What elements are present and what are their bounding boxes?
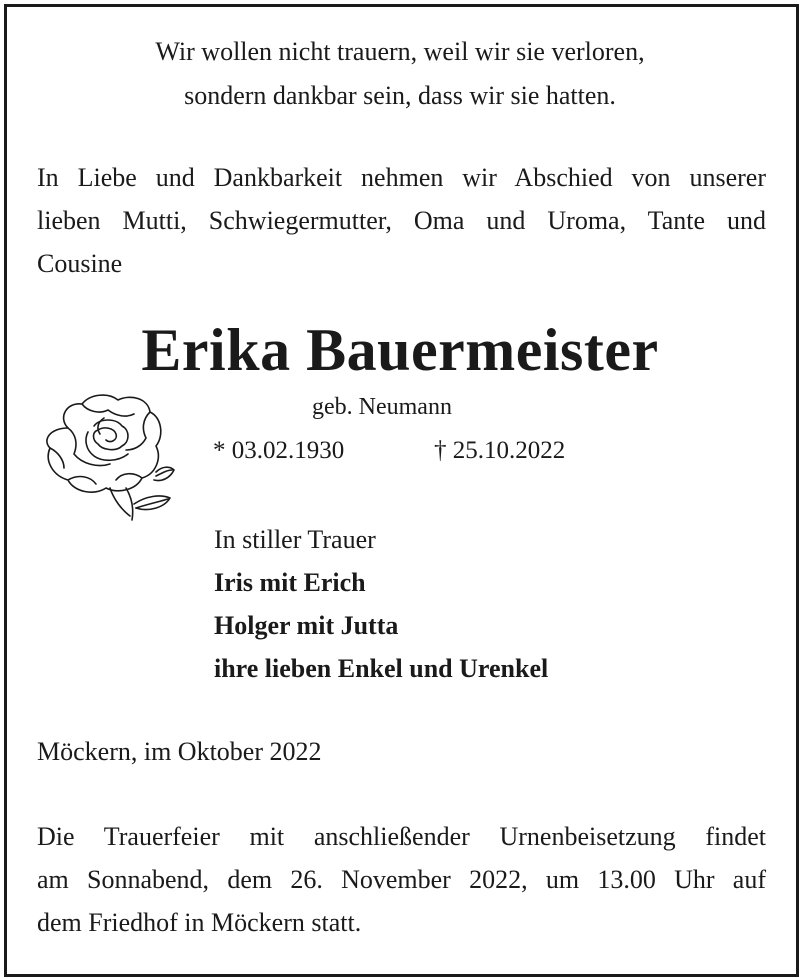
mourners-heading: In stiller Trauer: [214, 525, 376, 554]
mourner-name: Iris mit Erich: [214, 568, 366, 597]
mourners-block: [214, 518, 548, 690]
funeral-line: Die Trauerfeier mit anschließender Urnenbeisetzung findet: [37, 822, 766, 851]
motto-line: Wir wollen nicht trauern, weil wir sie verloren,: [155, 37, 645, 66]
motto: [0, 30, 800, 118]
funeral-line: dem Friedhof in Möckern statt.: [37, 908, 362, 937]
rose-icon: [38, 388, 176, 524]
intro-text: [37, 156, 766, 285]
intro-line: lieben Mutti, Schwiegermutter, Oma und Uroma, Tante und: [37, 206, 766, 235]
funeral-info: [37, 815, 766, 944]
motto-line: sondern dankbar sein, dass wir sie hatten.: [184, 81, 616, 110]
mourner-name: Holger mit Jutta: [214, 611, 399, 640]
intro-line: Cousine: [37, 249, 123, 278]
maiden-name: geb. Neumann: [312, 394, 452, 420]
place-date: Möckern, im Oktober 2022: [37, 737, 322, 766]
mourner-name: ihre lieben Enkel und Urenkel: [214, 654, 549, 683]
intro-line: In Liebe und Dankbarkeit nehmen wir Abschied von unserer: [37, 163, 766, 192]
death-date: † 25.10.2022: [434, 437, 566, 464]
funeral-line: am Sonnabend, dem 26. November 2022, um 13.00 Uhr auf: [37, 865, 766, 894]
deceased-name: Erika Bauermeister: [141, 317, 659, 383]
birth-date: * 03.02.1930: [213, 437, 345, 464]
